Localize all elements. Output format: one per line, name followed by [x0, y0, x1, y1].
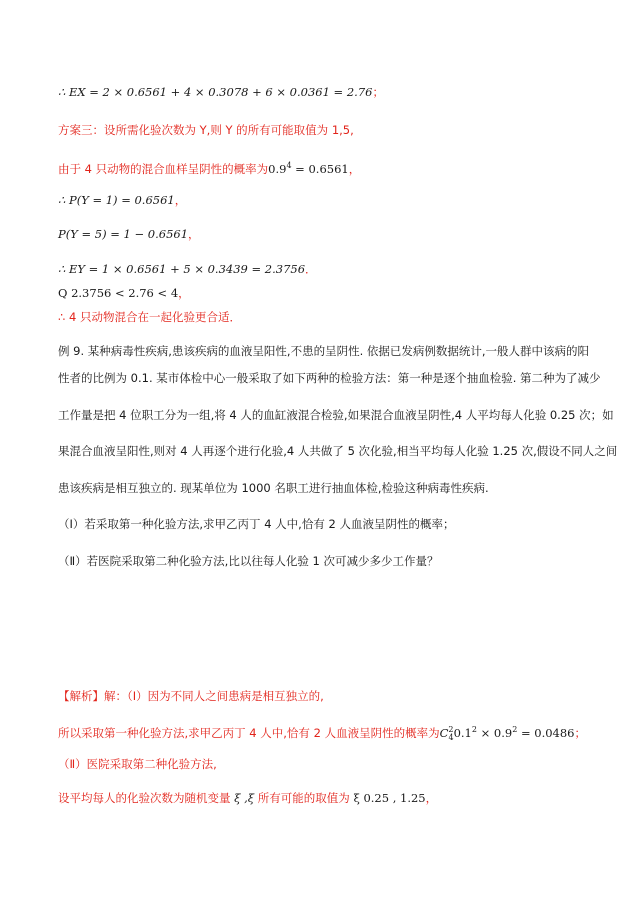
solution-line-4: 设平均每人的化验次数为随机变量 ξ ,ξ 所有可能的取值为 ξ 0.25 , 1.25， — [58, 791, 438, 805]
comparison-line: Q 2.3756 < 2.76 < 4， — [58, 286, 190, 300]
example-text-row-2: 性者的比例为 0.1. 某市体检中心一般采取了如下两种的检验方法：第一种是逐个抽血检验. 第二种为了减少 — [58, 371, 601, 385]
example-text-row-3: 工作量是把 4 位职工分为一组,将 4 人的血缸液混合检验,如果混合血液呈阴性,4 人平均每人化验 0.25 次；如 — [58, 408, 614, 422]
expectation-x-line: ∴ EX = 2 × 0.6561 + 4 × 0.3078 + 6 × 0.0361 = 2.76； — [58, 85, 384, 99]
example-text-row-4: 果混合血液呈阳性,则对 4 人再逐个进行化验,4 人共做了 5 次化验,相当平均每人化验 1.25 次,假设不同人之间 — [58, 444, 618, 458]
example-text-row-5: 患该疾病是相互独立的. 现某单位为 1000 名职工进行抽血体检,检验这种病毒性疾病. — [58, 481, 489, 495]
conclusion-line: ∴ 4 只动物混合在一起化验更合适． — [58, 310, 241, 324]
solution-line-2: 所以采取第一种化验方法,求甲乙丙丁 4 人中,恰有 2 人血液呈阴性的概率为$C^2_40.1^2 \times 0.9^2 = 0.0486$； — [58, 725, 586, 742]
negative-probability-line: 由于 4 只动物的混合血样呈阴性的概率为$0.9^4 = 0.6561$， — [58, 161, 361, 176]
question-one: （Ⅰ）若采取第一种化验方法,求甲乙丙丁 4 人中,恰有 2 人血液呈阴性的概率； — [58, 517, 455, 531]
analysis-tag: 【解析】 — [58, 689, 104, 703]
p-y-equals-5-line: P(Y = 5) = 1 − 0.6561， — [58, 227, 200, 241]
plan-three-line: 方案三：设所需化验次数为 Y,则 Y 的所有可能取值为 1,5, — [58, 123, 354, 137]
expectation-y-line: ∴ EY = 1 × 0.6561 + 5 × 0.3439 = 2.3756． — [58, 262, 317, 276]
example-text-row-1: 例 9. 某种病毒性疾病,患该疾病的血液呈阳性,不患的呈阴性. 依据已发病例数据统计,一般人群中该病的阳 — [58, 344, 590, 358]
p-y-equals-1-line: ∴ P(Y = 1) = 0.6561， — [58, 193, 187, 207]
solution-line-3: （Ⅱ）医院采取第二种化验方法, — [58, 757, 217, 771]
question-two: （Ⅱ）若医院采取第二种化验方法,比以往每人化验 1 次可减少多少工作量？ — [58, 554, 439, 568]
solution-line-1: 【解析】解：（Ⅰ）因为不同人之间患病是相互独立的, — [58, 689, 324, 703]
